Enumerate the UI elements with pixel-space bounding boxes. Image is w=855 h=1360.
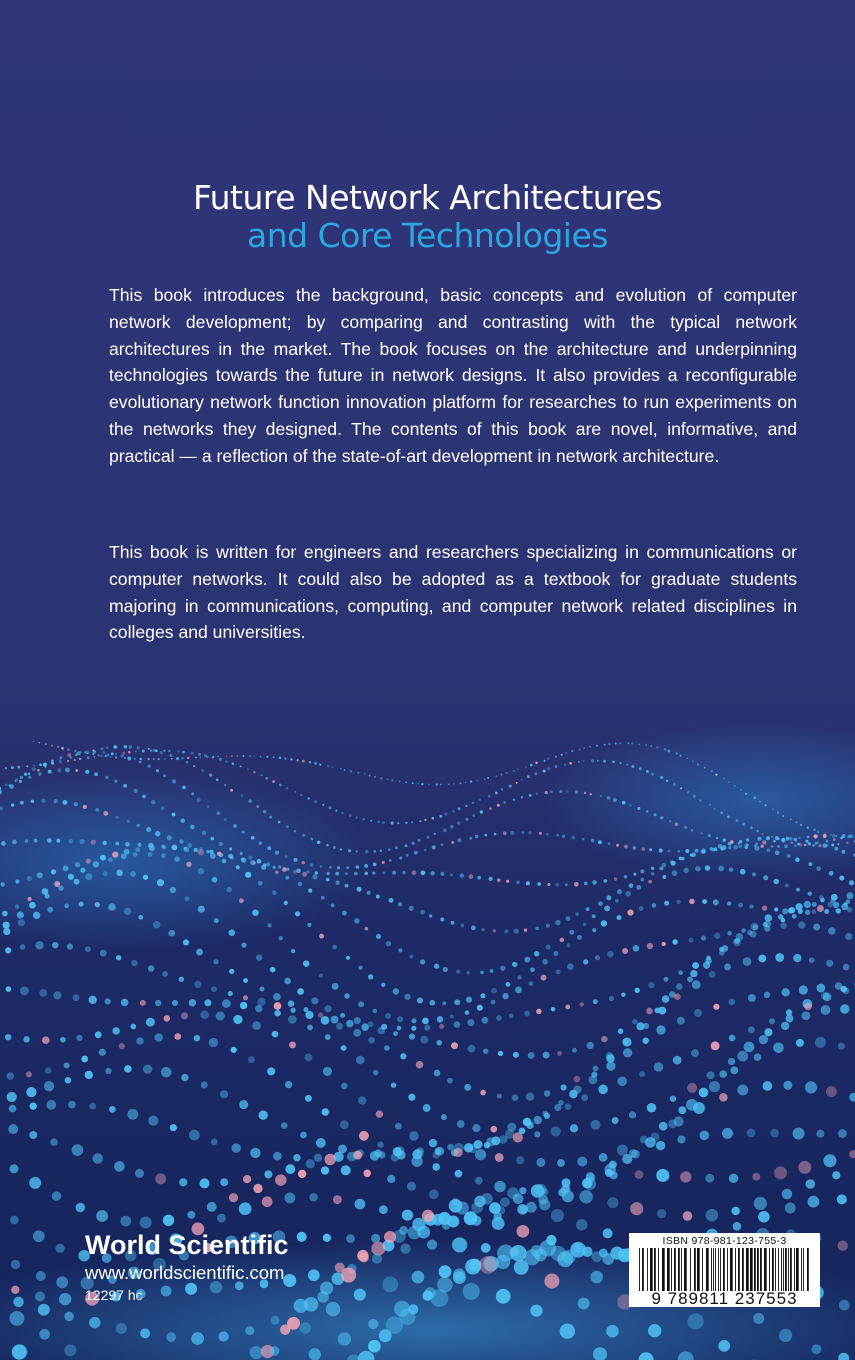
- blurb-paragraph-1: This book introduces the background, basic concepts and evolution of computer network development; by comparing and contrasting with the typical network architectures in the market. The book focuses on the architecture and underpinning technologies towards the future in network designs. It also provides a reconfigurable evolutionary network function innovation platform for researches to run experiments on the networks they designed. The contents of this book are novel, informative, and practical — a reflection of the state-of-art development in network architecture.: [109, 285, 797, 466]
- product-code: 12297 hc: [85, 1287, 143, 1303]
- book-title-line-1: Future Network Architectures: [192, 178, 663, 217]
- barcode-digits: 9 789811 237553: [651, 1289, 798, 1308]
- publisher-url: www.worldscientific.com: [85, 1262, 285, 1283]
- publisher-block: [85, 1229, 289, 1305]
- barcode-bars: [637, 1248, 812, 1291]
- isbn-label: ISBN 978-981-123-755-3: [662, 1235, 787, 1247]
- isbn-barcode: [629, 1233, 820, 1307]
- publisher-name: World Scientific: [85, 1230, 289, 1260]
- blurb-paragraph-2: This book is written for engineers and researchers specializing in communications or computer networks. It could also be adopted as a textbook for graduate students majoring in communications, computing, and computer network related disciplines in colleges and universities.: [109, 542, 797, 643]
- book-title-line-2: and Core Technologies: [247, 216, 608, 255]
